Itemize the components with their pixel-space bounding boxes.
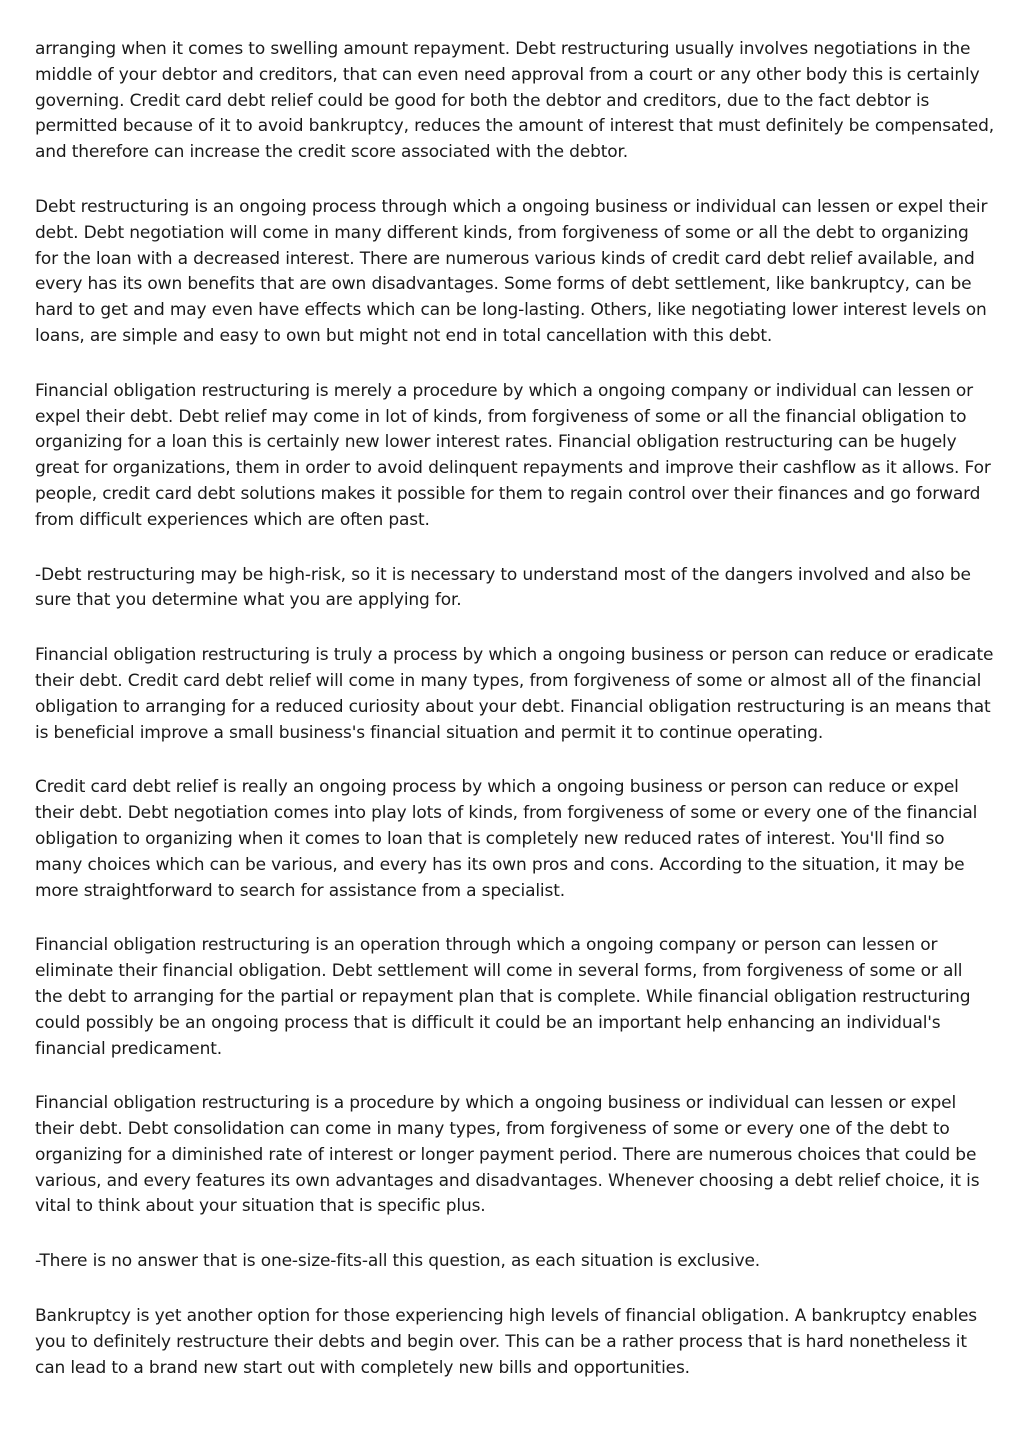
document-body <box>35 37 995 1410</box>
paragraph: Credit card debt relief is really an ongoing process by which a ongoing business or person can reduce or expel their debt. Debt negotiation comes into play lots of kinds, from forgiveness of some or every one of the financial obligation to organizing when it comes to loan that is completely new reduced rates of interest. You'll find so many choices which can be various, and every has its own pros and cons. According to the situation, it may be more straightforward to search for assistance from a specialist. <box>35 777 978 901</box>
paragraph: Debt restructuring is an ongoing process through which a ongoing business or individual can lessen or expel their debt. Debt negotiation will come in many different kinds, from forgiveness of some or all the debt to organizing for the loan with a decreased interest. There are numerous various kinds of credit card debt relief available, and every has its own benefits that are own disadvantages. Some forms of debt settlement, like bankruptcy, can be hard to get and may even have effects which can be long-lasting. Others, like negotiating lower interest levels on loans, are simple and easy to own but might not end in total cancellation with this debt. <box>35 196 988 346</box>
paragraph: Financial obligation restructuring is truly a process by which a ongoing business or person can reduce or eradicate their debt. Credit card debt relief will come in many types, from forgiveness of some or almost all of the financial obligation to arranging for a reduced curiosity about your debt. Financial obligation restructuring is an means that is beneficial improve a small business's financial situation and permit it to continue operating. <box>35 645 994 743</box>
paragraph: -There is no answer that is one-size-fits-all this question, as each situation is exclusive. <box>35 1251 761 1272</box>
paragraph: Financial obligation restructuring is an operation through which a ongoing company or person can lessen or eliminate their financial obligation. Debt settlement will come in several forms, from forgiveness of some or all the debt to arranging for the partial or repayment plan that is complete. While financial obligation restructuring could possibly be an ongoing process that is difficult it could be an important help enhancing an individual's financial predicament. <box>35 935 971 1059</box>
paragraph: Bankruptcy is yet another option for those experiencing high levels of financial obligation. A bankruptcy enables you to definitely restructure their debts and begin over. This can be a rather process that is hard nonetheless it can lead to a brand new start out with completely new bills and opportunities. <box>35 1306 978 1378</box>
paragraph: Financial obligation restructuring is a procedure by which a ongoing business or individual can lessen or expel their debt. Debt consolidation can come in many types, from forgiveness of some or every one of the debt to organizing for a diminished rate of interest or longer payment period. There are numerous choices that could be various, and every features its own advantages and disadvantages. Whenever choosing a debt relief choice, it is vital to think about your situation that is specific plus. <box>35 1093 980 1217</box>
paragraph: -Debt restructuring may be high-risk, so it is necessary to understand most of the dangers involved and also be sure that you determine what you are applying for. <box>35 564 971 611</box>
paragraph: Financial obligation restructuring is merely a procedure by which a ongoing company or individual can lessen or expel their debt. Debt relief may come in lot of kinds, from forgiveness of some or all the financial obligation to organizing for a loan this is certainly new lower interest rates. Financial obligation restructuring can be hugely great for organizations, them in order to avoid delinquent repayments and improve their cashflow as it allows. For people, credit card debt solutions makes it possible for them to regain control over their finances and go forward from difficult experiences which are often past. <box>35 380 991 530</box>
paragraph: arranging when it comes to swelling amount repayment. Debt restructuring usually involves negotiations in the middle of your debtor and creditors, that can even need approval from a court or any other body this is certainly governing. Credit card debt relief could be good for both the debtor and creditors, due to the fact debtor is permitted because of it to avoid bankruptcy, reduces the amount of interest that must definitely be compensated, and therefore can increase the credit score associated with the debtor. <box>35 39 994 163</box>
